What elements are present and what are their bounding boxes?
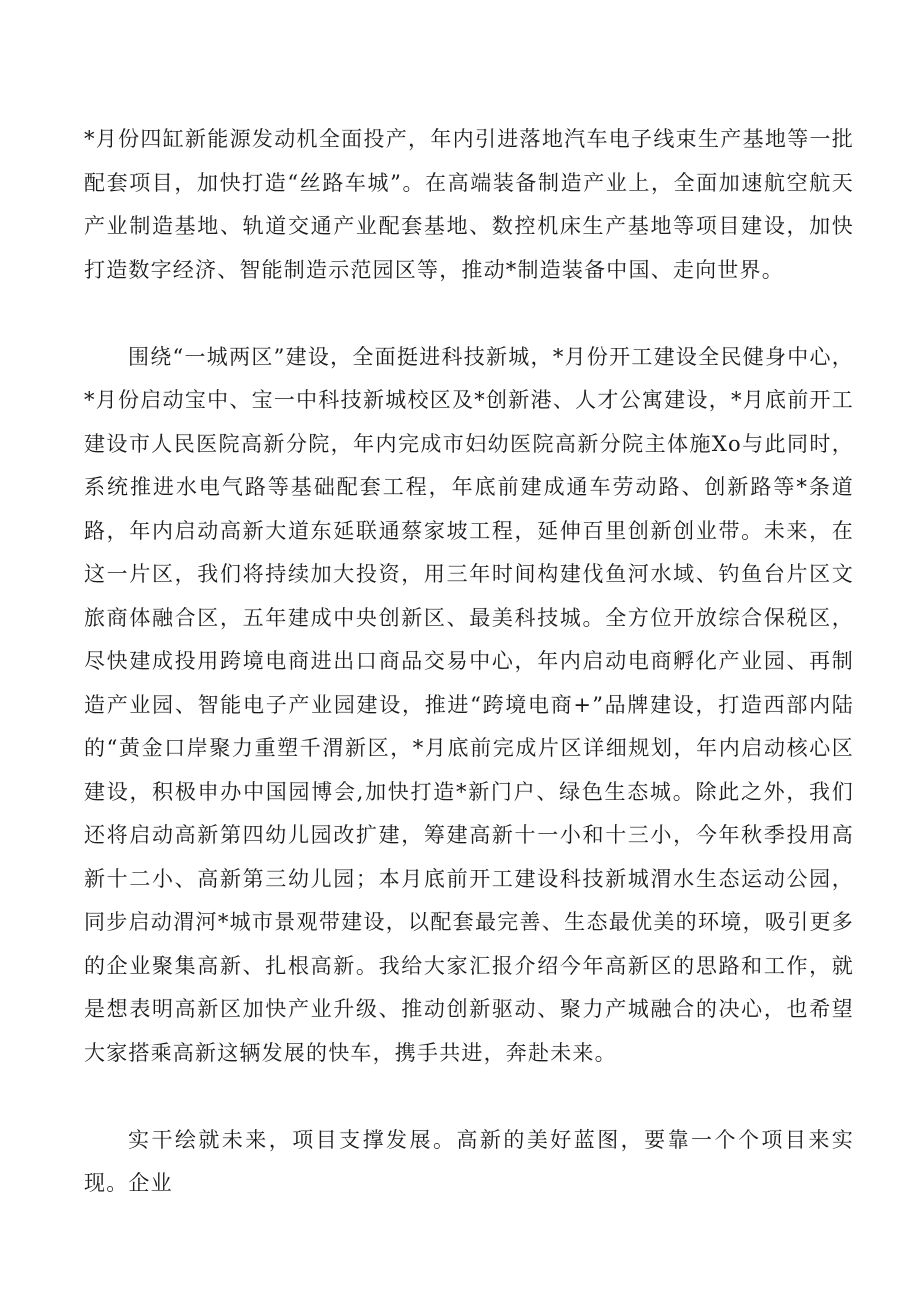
body-text	[84, 118, 854, 1249]
paragraph-2: 围绕“一城两区”建设，全面挺进科技新城，*月份开工建设全民健身中心，*月份启动宝中、宝一中科技新城校区及*创新港、人才公寓建设，*月底前开工建设市人民医院高新分院，年内完成市妇幼医院高新分院主体施Xo与此同时，系统推进水电气路等基础配套工程，年底前建成通车劳动路、创新路等*条道路，年内启动高新大道东延联通蔡家坡工程，延伸百里创新创业带。未来，在这一片区，我们将持续加大投资，用三年时间构建伐鱼河水域、钓鱼台片区文旅商体融合区，五年建成中央创新区、最美科技城。全方位开放综合保税区，尽快建成投用跨境电商进出口商品交易中心，年内启动电商孵化产业园、再制造产业园、智能电子产业园建设，推进“跨境电商+”品牌建设，打造西部内陆的“黄金口岸聚力重塑千渭新区，*月底前完成片区详细规划，年内启动核心区建设，积极申办中国园博会,加快打造*新门户、绿色生态城。除此之外，我们还将启动高新第四幼儿园改扩建，筹建高新十一小和十三小，今年秋季投用高新十二小、高新第三幼儿园；本月底前开工建设科技新城渭水生态运动公园，同步启动渭河*城市景观带建设，以配套最完善、生态最优美的环境，吸引更多的企业聚集高新、扎根高新。我给大家汇报介绍今年高新区的思路和工作，就是想表明高新区加快产业升级、推动创新驱动、聚力产城融合的决心，也希望大家搭乘高新这辆发展的快车，携手共进，奔赴未来。	[84, 344, 854, 1065]
paragraph-1: *月份四缸新能源发动机全面投产，年内引进落地汽车电子线束生产基地等一批配套项目，加快打造“丝路车城”。在高端装备制造产业上，全面加速航空航天产业制造基地、轨道交通产业配套基地、数控机床生产基地等项目建设，加快打造数字经济、智能制造示范园区等，推动*制造装备中国、走向世界。	[84, 127, 854, 282]
paragraph-3: 实干绘就未来，项目支撑发展。高新的美好蓝图，要靠一个个项目来实现。企业	[84, 1127, 854, 1195]
